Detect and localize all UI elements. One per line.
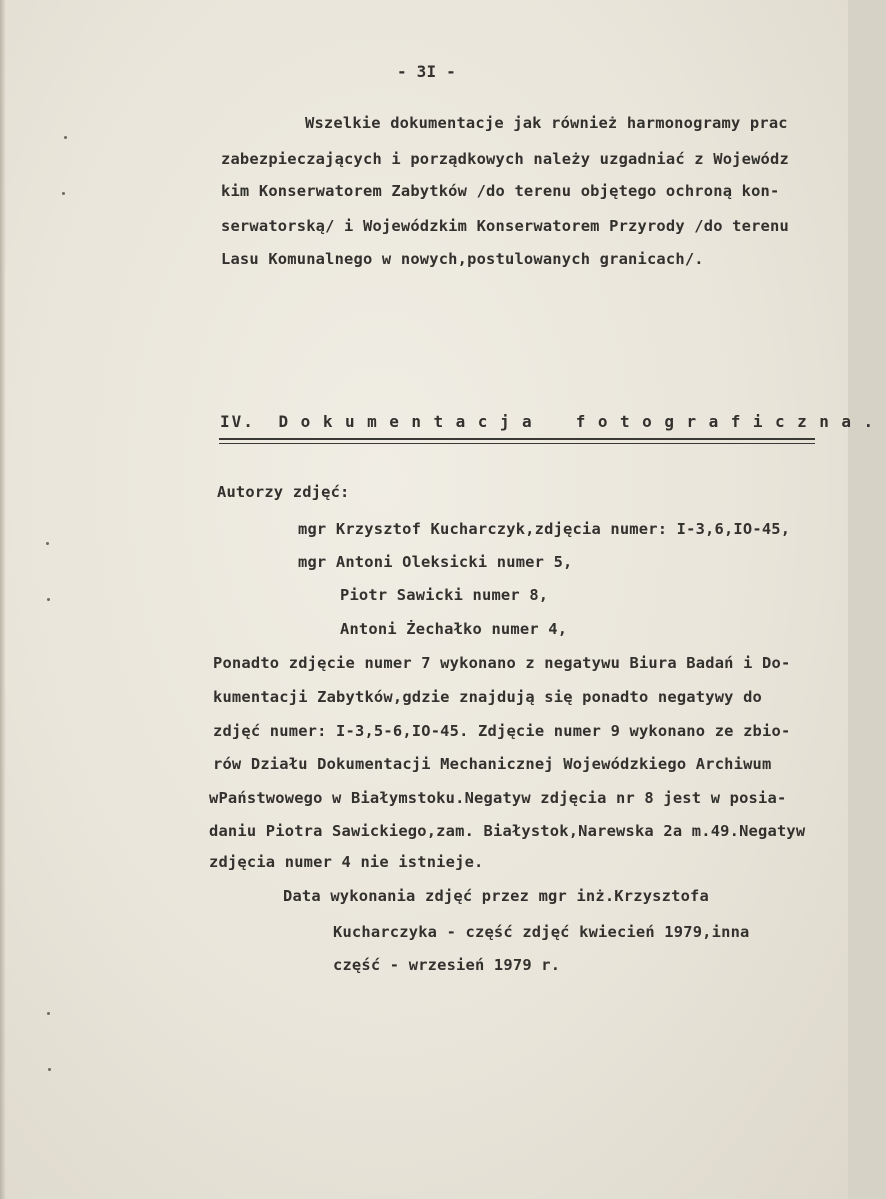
authors-heading: Autorzy zdjęć:: [217, 483, 350, 501]
section-heading: [220, 412, 886, 431]
author-entry: mgr Krzysztof Kucharczyk,zdjęcia numer: I-3,6,IO-45,: [298, 520, 791, 538]
paragraph-line: kumentacji Zabytków,gdzie znajdują się ponadto negatywy do: [213, 688, 763, 706]
author-entry: Piotr Sawicki numer 8,: [340, 586, 549, 604]
binding-mark: [62, 192, 65, 195]
date-note-line: Kucharczyka - część zdjęć kwiecień 1979,inna: [333, 923, 750, 941]
date-note-line: Data wykonania zdjęć przez mgr inż.Krzysztofa: [283, 887, 709, 905]
section-number: IV.: [220, 412, 255, 431]
heading-underline: [219, 438, 815, 440]
paragraph-line: wPaństwowego w Białymstoku.Negatyw zdjęcia nr 8 jest w posia-: [209, 789, 787, 807]
paragraph-line: zdjęcia numer 4 nie istnieje.: [209, 853, 484, 871]
paragraph-line: Lasu Komunalnego w nowych,postulowanych granicach/.: [221, 250, 704, 268]
heading-underline: [219, 443, 815, 444]
page-edge-shadow: [0, 0, 6, 1199]
paragraph-line: zabezpieczających i porządkowych należy uzgadniać z Wojewódz: [221, 150, 789, 168]
paragraph-line: zdjęć numer: I-3,5-6,IO-45. Zdjęcie numer 9 wykonano ze zbio-: [213, 722, 791, 740]
author-entry: mgr Antoni Oleksicki numer 5,: [298, 553, 573, 571]
paragraph-line: kim Konserwatorem Zabytków /do terenu objętego ochroną kon-: [221, 182, 780, 200]
paragraph-line: daniu Piotra Sawickiego,zam. Białystok,Narewska 2a m.49.Negatyw: [209, 822, 806, 840]
binding-mark: [64, 136, 67, 139]
paragraph-line: Ponadto zdjęcie numer 7 wykonano z negatywu Biura Badań i Do-: [213, 654, 791, 672]
paragraph-line: Wszelkie dokumentacje jak również harmonogramy prac: [305, 114, 788, 132]
author-entry: Antoni Żechałko numer 4,: [340, 620, 568, 638]
binding-mark: [47, 1012, 50, 1015]
section-title-word: fotograficzna.: [575, 412, 886, 431]
binding-mark: [46, 542, 49, 545]
binding-mark: [48, 1068, 51, 1071]
paragraph-line: serwatorską/ i Wojewódzkim Konserwatorem Przyrody /do terenu: [221, 217, 789, 235]
page-number: - 3I -: [397, 62, 456, 81]
binding-mark: [47, 598, 50, 601]
section-title-word: Dokumentacja: [278, 412, 545, 431]
date-note-line: część - wrzesień 1979 r.: [333, 956, 561, 974]
paragraph-line: rów Działu Dokumentacji Mechanicznej Wojewódzkiego Archiwum: [213, 755, 772, 773]
